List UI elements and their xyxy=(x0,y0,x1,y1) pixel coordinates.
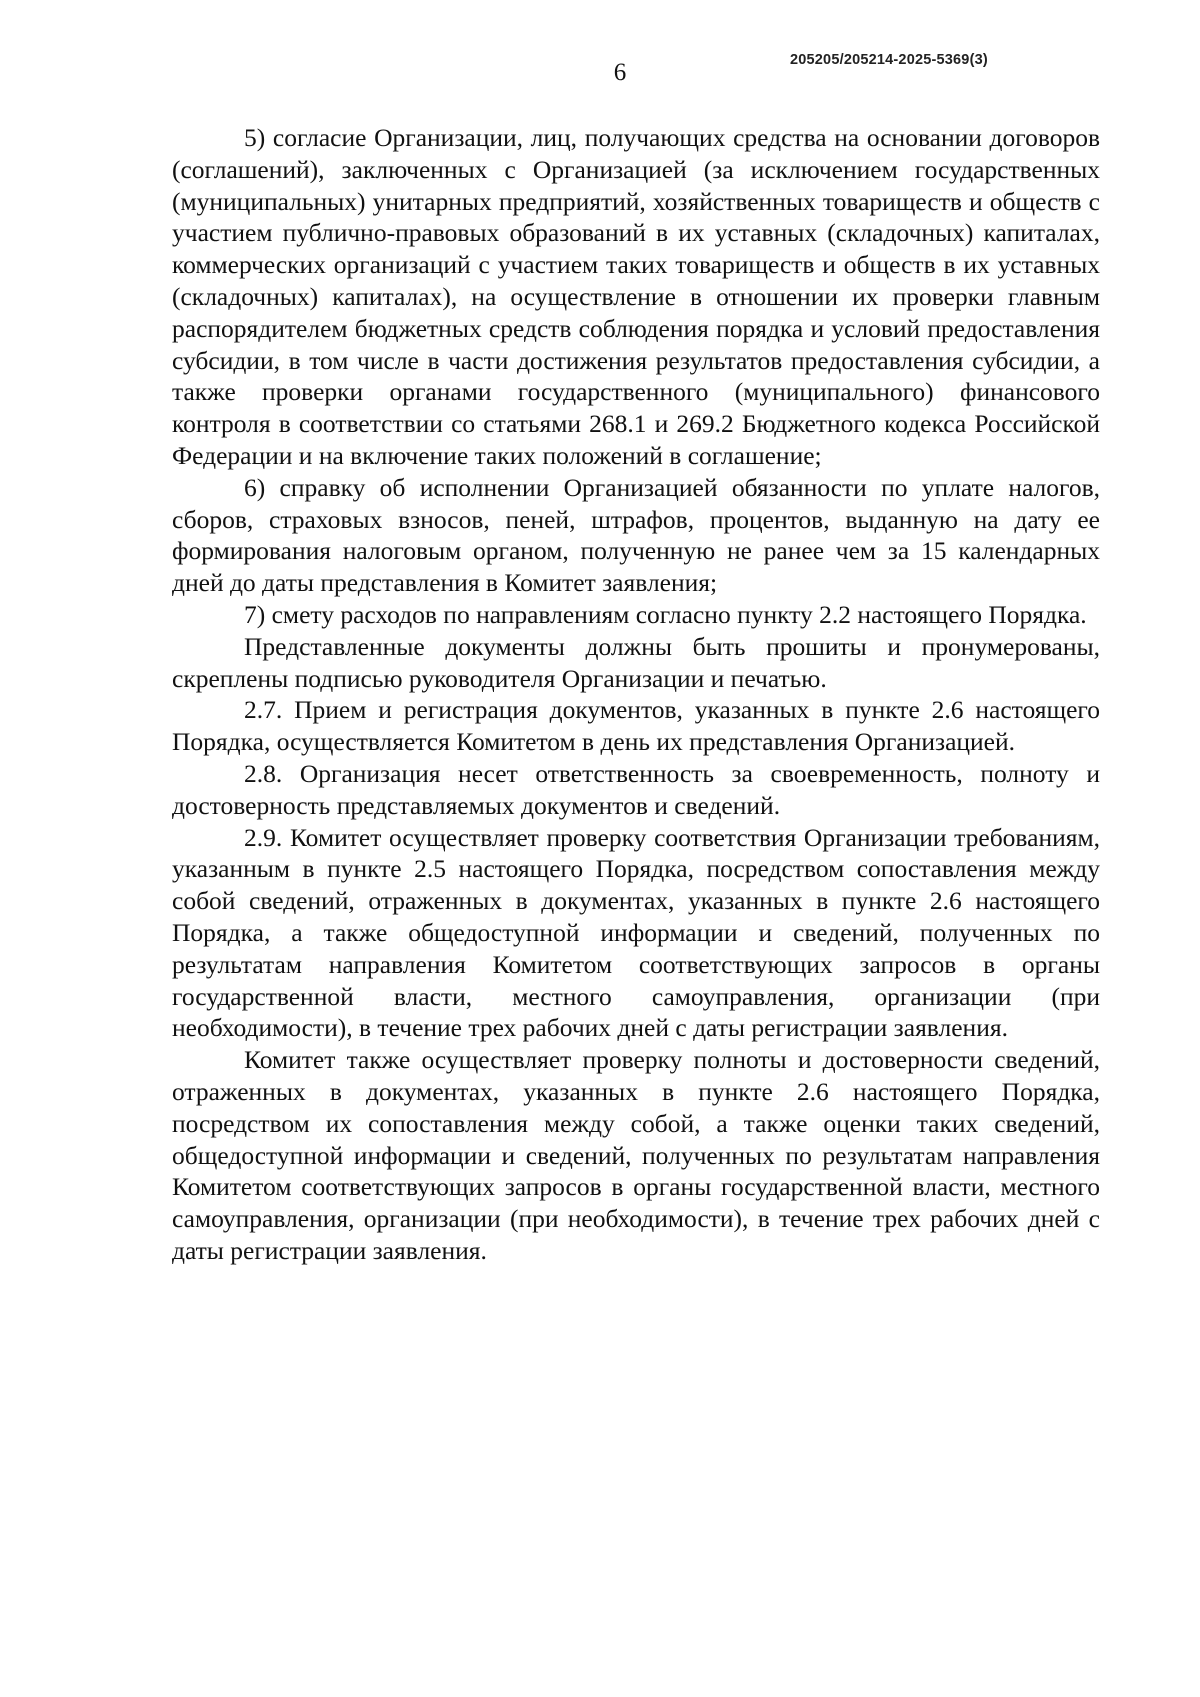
document-body xyxy=(172,122,1100,1267)
paragraph-2-9: 2.9. Комитет осуществляет проверку соответствия Организации требованиям, указанным в пункте 2.5 настоящего Порядка, посредством сопоставления между собой сведений, отраженных в документах, указанных в пункте 2.6 настоящего Порядка, а также общедоступной информации и сведений, полученных по результатам направления Комитетом соответствующих запросов в органы государственной власти, местного самоуправления, организации (при необходимости), в течение трех рабочих дней с даты регистрации заявления. xyxy=(172,822,1100,1043)
paragraph-2-9-continuation: Комитет также осуществляет проверку полноты и достоверности сведений, отраженных в документах, указанных в пункте 2.6 настоящего Порядка, посредством их сопоставления между собой, а также оценки таких сведений, общедоступной информации и сведений, полученных по результатам направления Комитетом соответствующих запросов в органы государственной власти, местного самоуправления, организации (при необходимости), в течение трех рабочих дней с даты регистрации заявления. xyxy=(172,1045,1100,1265)
paragraph-item-7-cost-estimate: 7) смету расходов по направлениям согласно пункту 2.2 настоящего Порядка. xyxy=(244,599,1087,629)
paragraph-2-8: 2.8. Организация несет ответственность за своевременность, полноту и достоверность представляемых документов и сведений. xyxy=(172,758,1100,820)
page-number: 6 xyxy=(613,59,627,86)
paragraph-item-5-consent: 5) согласие Организации, лиц, получающих средства на основании договоров (соглашений), заключенных с Организацией (за исключением государственных (муниципальных) унитарных предприятий, хозяйственных товариществ и обществ с участием публично-правовых образований в их уставных (складочных) капиталах, коммерческих организаций с участием таких товариществ и обществ в их уставных (складочных) капиталах), на осуществление в отношении их проверки главным распорядителем бюджетных средств соблюдения порядка и условий предоставления субсидии, в том числе в части достижения результатов предоставления субсидии, а также проверки органами государственного (муниципального) финансового контроля в соответствии со статьями 268.1 и 269.2 Бюджетного кодекса Российской Федерации и на включение таких положений в соглашение; xyxy=(172,123,1100,470)
paragraph-item-6-tax-certificate: 6) справку об исполнении Организацией обязанности по уплате налогов, сборов, страховых взносов, пеней, штрафов, процентов, выданную на дату ее формирования налоговым органом, полученную не ранее чем за 15 календарных дней до даты представления в Комитет заявления; xyxy=(172,472,1100,598)
paragraph-documents-requirements: Представленные документы должны быть прошиты и пронумерованы, скреплены подписью руководителя Организации и печатью. xyxy=(172,631,1100,693)
paragraph-2-7: 2.7. Прием и регистрация документов, указанных в пункте 2.6 настоящего Порядка, осуществляется Комитетом в день их представления Организацией. xyxy=(172,695,1100,757)
document-registration-number: 205205/205214-2025-5369(3) xyxy=(790,52,988,68)
